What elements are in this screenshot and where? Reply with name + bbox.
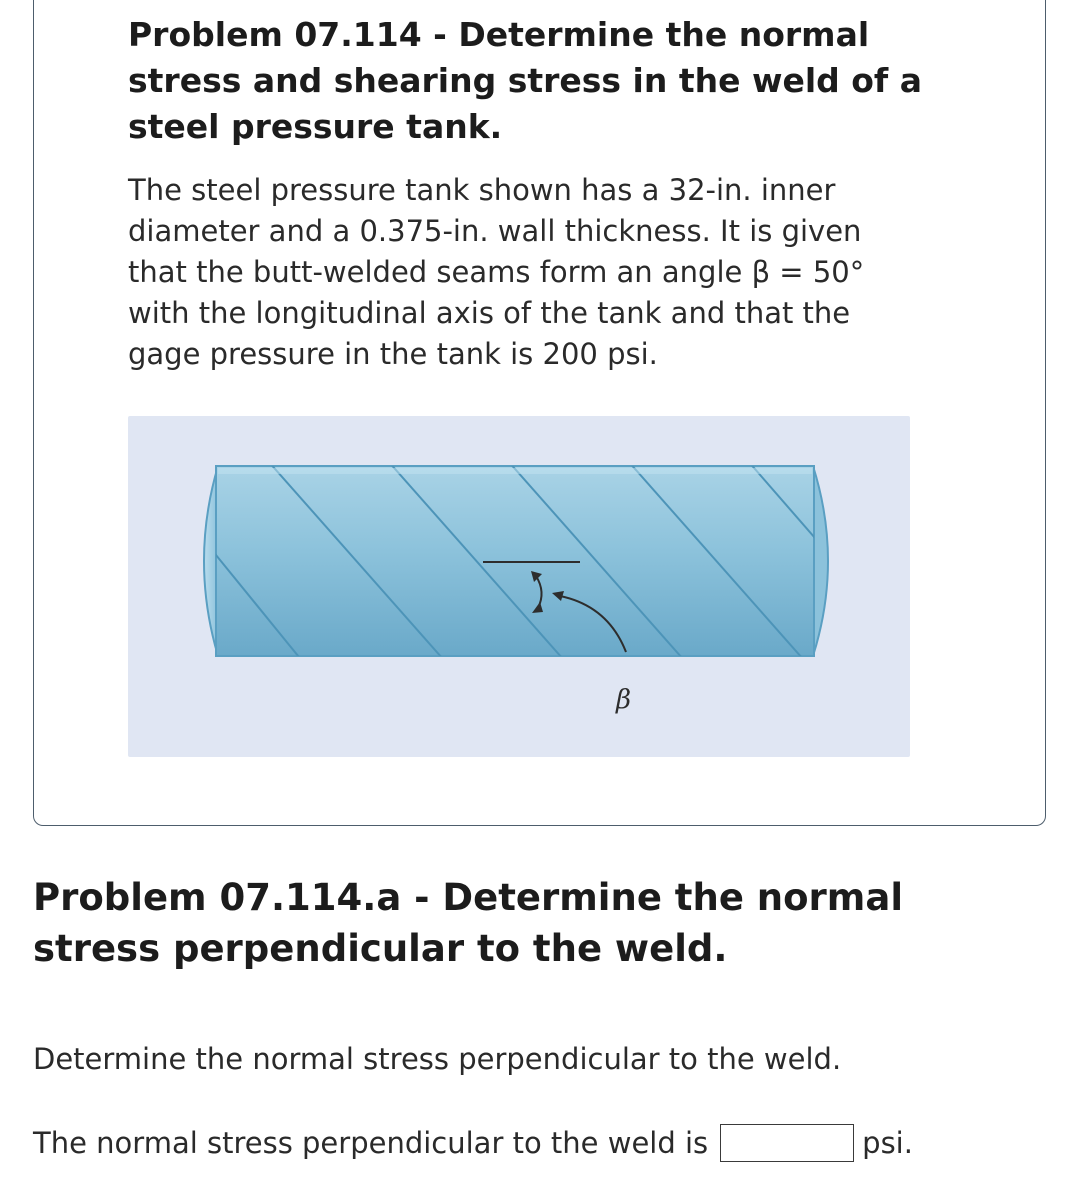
tank-figure <box>128 416 910 757</box>
part-a-instruction: Determine the normal stress perpendicular to the weld. <box>33 1042 842 1076</box>
answer-prefix: The normal stress perpendicular to the weld is <box>33 1126 709 1160</box>
answer-unit: psi. <box>862 1126 913 1160</box>
problem-title: Problem 07.114 - Determine the normal stress and shearing stress in the weld of a steel pressure tank. <box>128 15 923 146</box>
problem-description: The steel pressure tank shown has a 32-in. inner diameter and a 0.375-in. wall thickness. It is given that the butt-welded seams form an angle β = 50° with the longitudinal axis of the tank and that the gage pressure in the tank is 200 psi. <box>128 173 865 371</box>
answer-row <box>33 1121 913 1165</box>
pressure-tank-diagram <box>128 416 910 757</box>
normal-stress-input[interactable] <box>720 1124 854 1162</box>
beta-label: β <box>616 685 632 715</box>
part-a-title: Problem 07.114.a - Determine the normal stress perpendicular to the weld. <box>33 876 904 970</box>
tank-right-cap <box>813 466 828 656</box>
